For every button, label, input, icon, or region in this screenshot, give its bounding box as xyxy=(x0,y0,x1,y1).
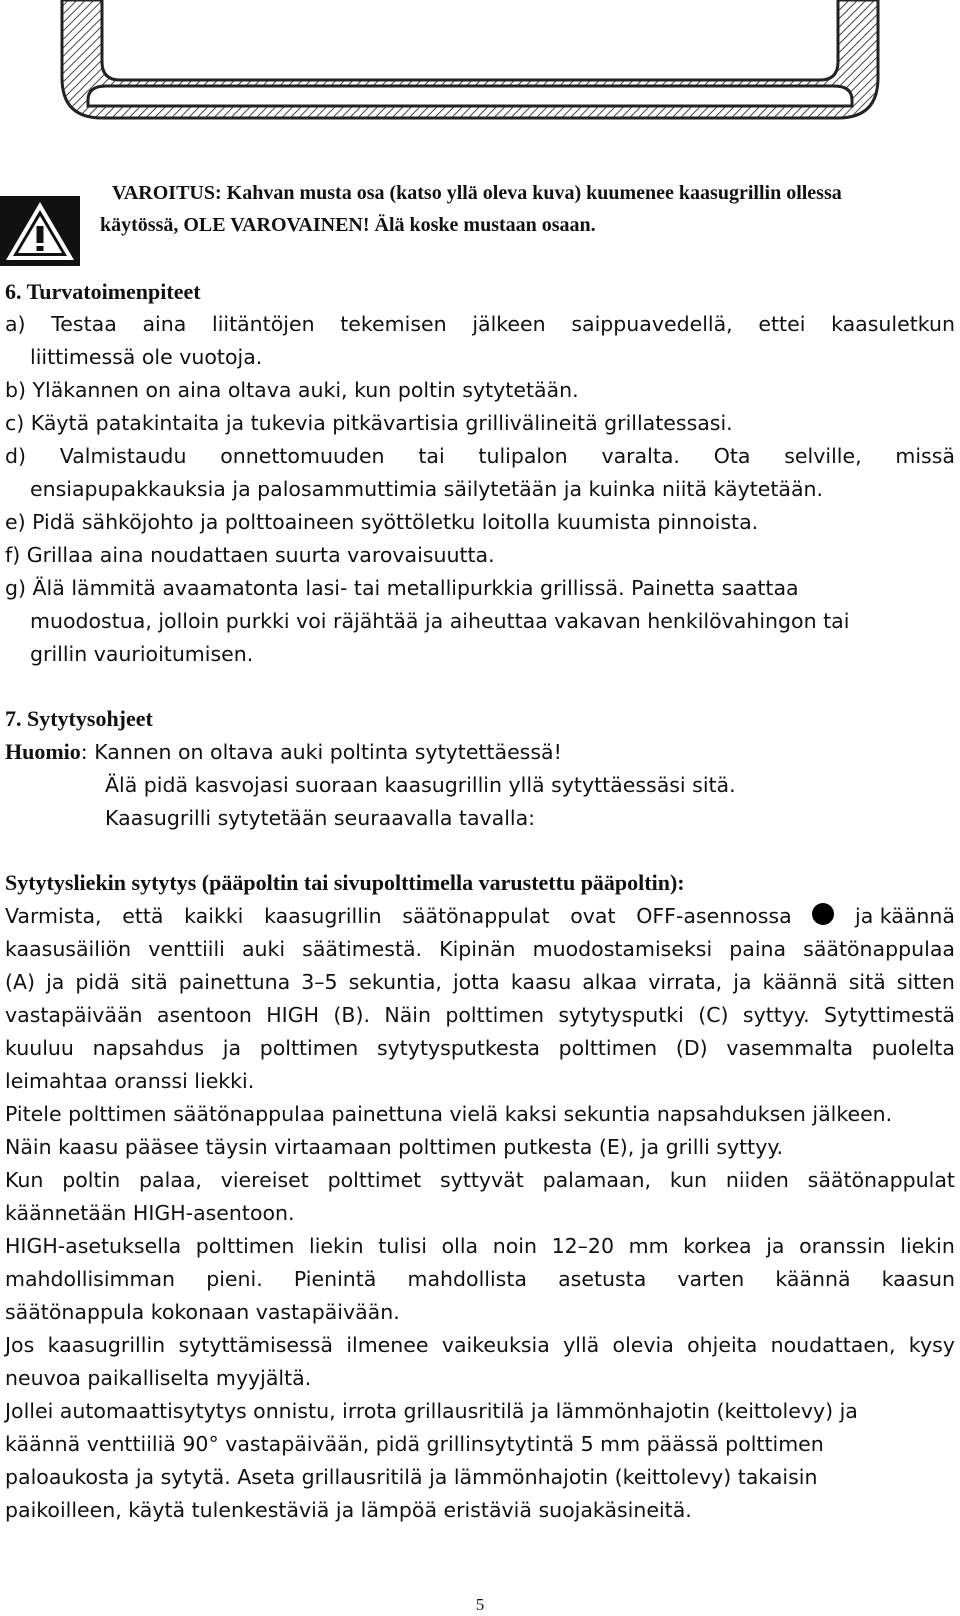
off-position-dot-icon xyxy=(812,903,834,925)
item-d-line-1: d) Valmistaudu onnettomuuden tai tulipalon varalta. Ota selville, missä xyxy=(5,444,955,468)
warning-block xyxy=(0,180,960,276)
subheading: Sytytysliekin sytytys (pääpoltin tai sivupolttimella varustettu pääpoltin): xyxy=(5,870,685,895)
warning-text-line-2: käytössä, OLE VAROVAINEN! Älä koske mustaan osaan. xyxy=(100,214,596,236)
item-d-line-2: ensiapupakkauksia ja palosammuttimia säilytetään ja kuinka niitä käytetään. xyxy=(30,477,824,501)
p1-line-4: vastapäivään asentoon HIGH (B). Näin polttimen sytytysputki (C) syttyy. Sytyttimestä xyxy=(5,1003,955,1027)
p1-line-6: leimahtaa oranssi liekki. xyxy=(5,1069,255,1093)
p1-line-5: kuuluu napsahdus ja polttimen sytytysputkesta polttimen (D) vasemmalta puolelta xyxy=(5,1036,955,1060)
note-text: : Kannen on oltava auki poltinta sytytettäessä! xyxy=(80,740,562,764)
p1-line-2: kaasusäiliön venttiili auki säätimestä. Kipinän muodostamiseksi paina säätönappulaa xyxy=(5,937,955,961)
item-e: e) Pidä sähköjohto ja polttoaineen syöttöletku loitolla kuumista pinnoista. xyxy=(5,510,759,534)
page-number: 5 xyxy=(475,1595,485,1614)
p6-line-2: käännä venttiiliä 90° vastapäivään, pidä grillinsytytintä 5 mm päässä polttimen xyxy=(5,1432,824,1456)
note-line-1 xyxy=(5,739,562,765)
item-a-line-2: liittimessä ole vuotoja. xyxy=(30,345,263,369)
p3-line-2: käännetään HIGH-asentoon. xyxy=(5,1201,295,1225)
warning-triangle-icon xyxy=(0,196,80,266)
item-g-line-1: g) Älä lämmitä avaamatonta lasi- tai metallipurkkia grillissä. Painetta saattaa xyxy=(5,576,799,600)
p6-line-1: Jollei automaattisytytys onnistu, irrota grillausritilä ja lämmönhajotin (keittolevy) ja xyxy=(5,1399,858,1423)
grill-lid-cross-section xyxy=(0,0,960,130)
item-f: f) Grillaa aina noudattaen suurta varovaisuutta. xyxy=(5,543,495,567)
p6-line-4: paikoilleen, käytä tulenkestäviä ja lämpöä eristäviä suojakäsineitä. xyxy=(5,1498,692,1522)
p2-line-2: Näin kaasu pääsee täysin virtaamaan polttimen putkesta (E), ja grilli syttyy. xyxy=(5,1135,784,1159)
p1-line-1: Varmista, että kaikki kaasugrillin säätönappulat ovat OFF-asennossa ja käännä xyxy=(5,904,955,928)
p4-line-2: mahdollisimman pieni. Pienintä mahdollista asetusta varten käännä kaasun xyxy=(5,1267,955,1291)
p4-line-3: säätönappula kokonaan vastapäivään. xyxy=(5,1300,400,1324)
note-line-2: Älä pidä kasvojasi suoraan kaasugrillin yllä sytyttäessäsi sitä. xyxy=(105,773,736,797)
p2-line-1: Pitele polttimen säätönappulaa painettuna vielä kaksi sekuntia napsahduksen jälkeen. xyxy=(5,1102,893,1126)
item-a-line-1: a) Testaa aina liitäntöjen tekemisen jälkeen saippuavedellä, ettei kaasuletkun xyxy=(5,312,955,336)
p3-line-1: Kun poltin palaa, viereiset polttimet syttyvät palamaan, kun niiden säätönappulat xyxy=(5,1168,955,1192)
section-6-heading: 6. Turvatoimenpiteet xyxy=(5,279,201,304)
p5-line-1: Jos kaasugrillin sytyttämisessä ilmenee vaikeuksia yllä olevia ohjeita noudattaen, kysy xyxy=(5,1333,955,1357)
p5-line-2: neuvoa paikalliselta myyjältä. xyxy=(5,1366,312,1390)
item-g-line-3: grillin vaurioitumisen. xyxy=(30,642,254,666)
p1-line-3: (A) ja pidä sitä painettuna 3–5 sekuntia, jotta kaasu alkaa virrata, ja käännä sitä sitten xyxy=(5,970,955,994)
item-b: b) Yläkannen on aina oltava auki, kun poltin sytytetään. xyxy=(5,378,579,402)
note-line-3: Kaasugrilli sytytetään seuraavalla tavalla: xyxy=(105,806,536,830)
item-g-line-2: muodostua, jolloin purkki voi räjähtää ja aiheuttaa vakavan henkilövahingon tai xyxy=(30,609,850,633)
warning-text-line-1: VAROITUS: Kahvan musta osa (katso yllä oleva kuva) kuumenee kaasugrillin ollessa xyxy=(112,182,842,204)
section-7-heading: 7. Sytytysohjeet xyxy=(5,706,153,731)
p4-line-1: HIGH-asetuksella polttimen liekin tulisi olla noin 12–20 mm korkea ja oranssin liekin xyxy=(5,1234,955,1258)
note-label: Huomio xyxy=(5,739,81,764)
p6-line-3: paloaukosta ja sytytä. Aseta grillausritilä ja lämmönhajotin (keittolevy) takaisin xyxy=(5,1465,818,1489)
item-c: c) Käytä patakintaita ja tukevia pitkävartisia grillivälineitä grillatessasi. xyxy=(5,411,733,435)
